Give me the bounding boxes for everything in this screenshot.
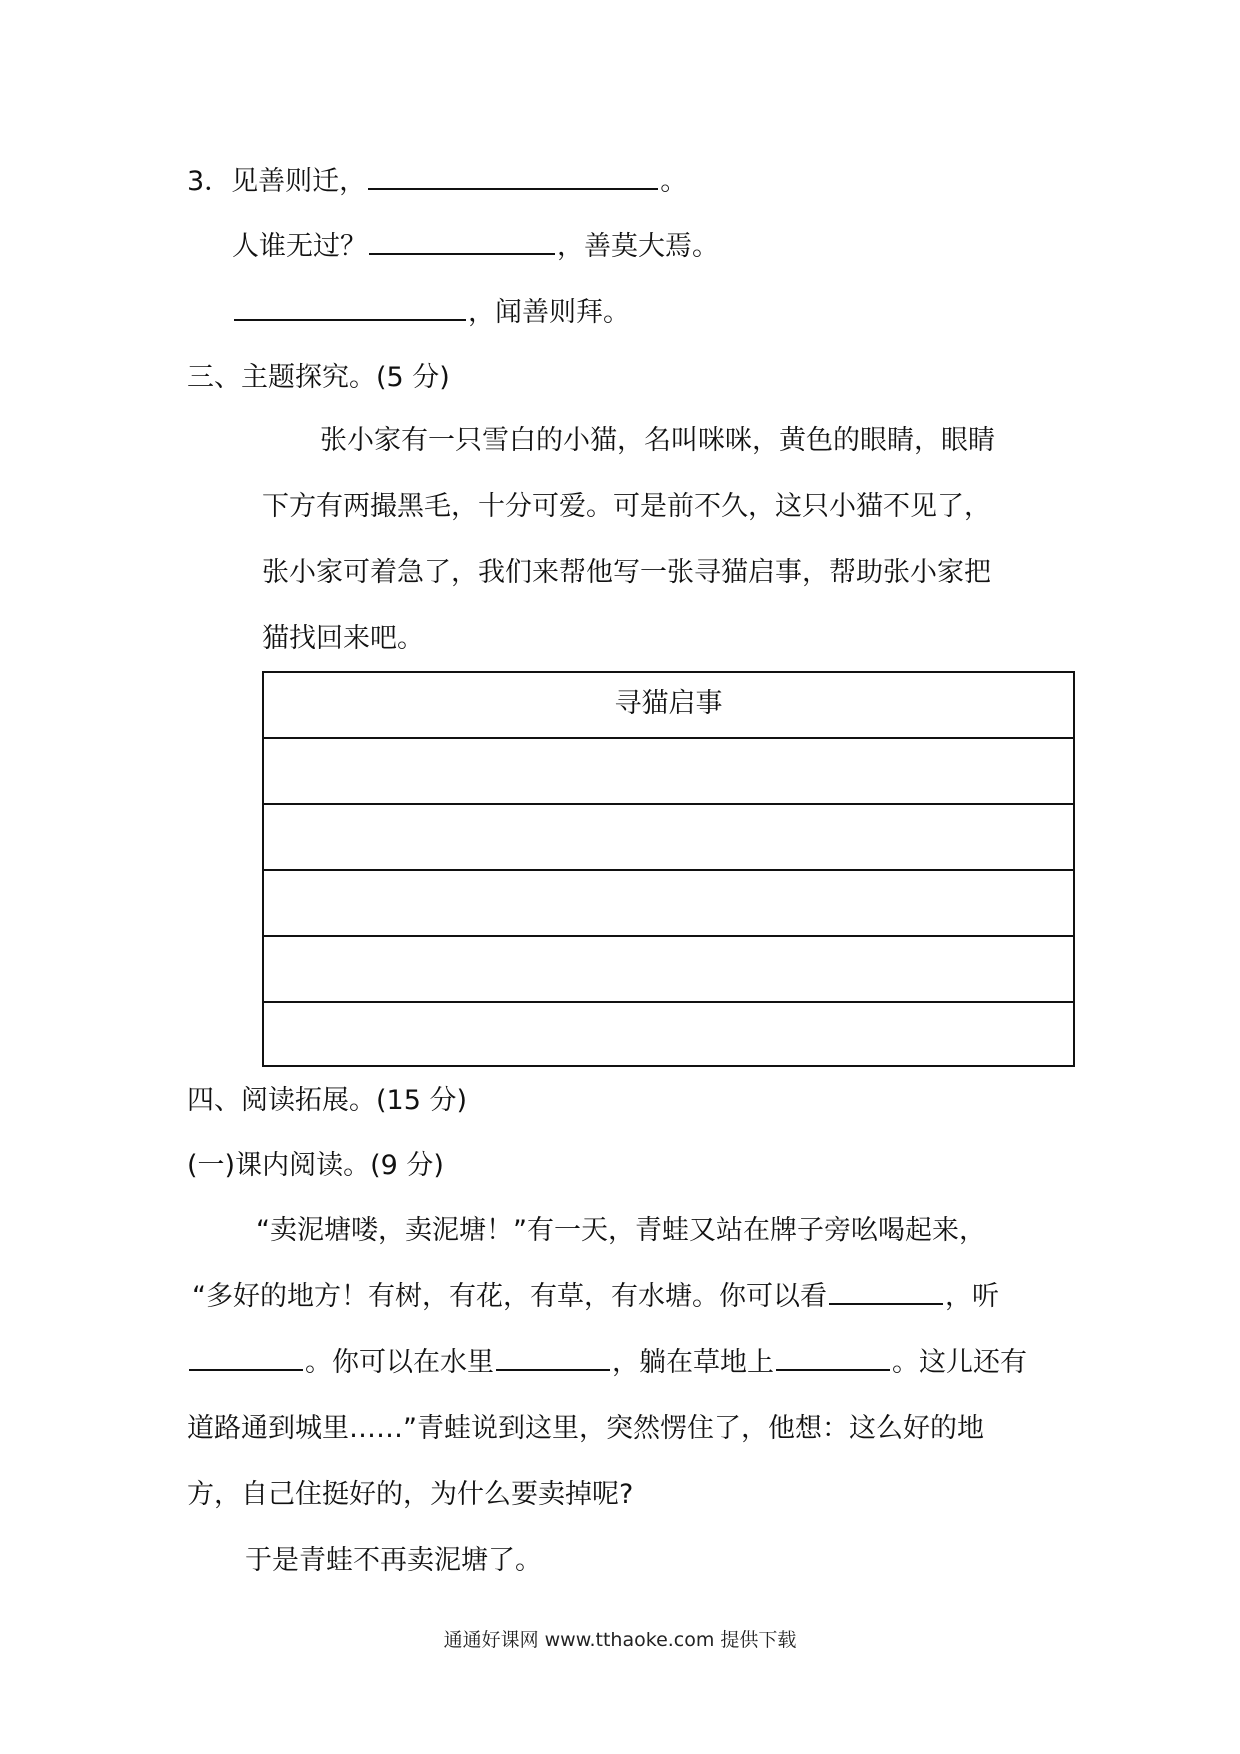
notice-writing-row[interactable] xyxy=(264,805,1073,871)
answer-blank[interactable] xyxy=(776,1345,890,1371)
answer-blank[interactable] xyxy=(234,295,466,321)
notice-writing-row[interactable] xyxy=(264,739,1073,805)
q3-line-3 xyxy=(232,295,630,331)
answer-blank[interactable] xyxy=(829,1279,943,1305)
q3-line2-suffix: ，善莫大焉。 xyxy=(557,231,719,262)
q3-line2-prefix: 人谁无过？ xyxy=(232,231,367,262)
q3-line3-suffix: ，闻善则拜。 xyxy=(468,297,630,328)
q3-line-2 xyxy=(232,229,719,265)
page-footer: 通通好课网 www.tthaoke.com 提供下载 xyxy=(443,1629,797,1651)
reading-text: ，听 xyxy=(945,1281,999,1312)
reading-text: “多好的地方！有树，有花，有草，有水塘。你可以看 xyxy=(192,1281,827,1312)
section3-paragraph-line: 猫找回来吧。 xyxy=(262,623,424,654)
lost-cat-notice-table xyxy=(262,671,1075,1067)
reading-line-3 xyxy=(187,1345,1027,1381)
q3-line1-prefix: 3．见善则迁， xyxy=(187,166,367,197)
answer-blank[interactable] xyxy=(369,229,555,255)
reading-line: 于是青蛙不再卖泥塘了。 xyxy=(245,1545,542,1576)
q3-line-1 xyxy=(187,164,687,200)
answer-blank[interactable] xyxy=(368,164,658,190)
reading-line: “卖泥塘喽，卖泥塘！”有一天，青蛙又站在牌子旁吆喝起来， xyxy=(256,1215,986,1246)
section4-heading: 四、阅读拓展。(15 分) xyxy=(187,1085,468,1116)
section3-heading: 三、主题探究。(5 分) xyxy=(187,362,450,393)
reading-text: 。你可以在水里 xyxy=(305,1347,494,1378)
answer-blank[interactable] xyxy=(189,1345,303,1371)
reading-line: 方，自己住挺好的，为什么要卖掉呢? xyxy=(187,1479,634,1510)
reading-line: 道路通到城里……”青蛙说到这里，突然愣住了，他想：这么好的地 xyxy=(187,1413,984,1444)
section3-paragraph-line: 下方有两撮黑毛，十分可爱。可是前不久，这只小猫不见了， xyxy=(262,491,991,522)
section4-subheading: (一)课内阅读。(9 分) xyxy=(187,1150,444,1181)
notice-writing-row[interactable] xyxy=(264,1003,1073,1069)
answer-blank[interactable] xyxy=(496,1345,610,1371)
reading-text: ，躺在草地上 xyxy=(612,1347,774,1378)
notice-writing-row[interactable] xyxy=(264,937,1073,1003)
section3-paragraph-line: 张小家可着急了，我们来帮他写一张寻猫启事，帮助张小家把 xyxy=(262,557,991,588)
reading-text: 。这儿还有 xyxy=(892,1347,1027,1378)
notice-title: 寻猫启事 xyxy=(264,673,1073,739)
q3-line1-suffix: 。 xyxy=(660,166,688,197)
reading-line-2 xyxy=(192,1279,999,1315)
notice-writing-row[interactable] xyxy=(264,871,1073,937)
section3-paragraph-line: 张小家有一只雪白的小猫，名叫咪咪，黄色的眼睛，眼睛 xyxy=(320,425,995,456)
